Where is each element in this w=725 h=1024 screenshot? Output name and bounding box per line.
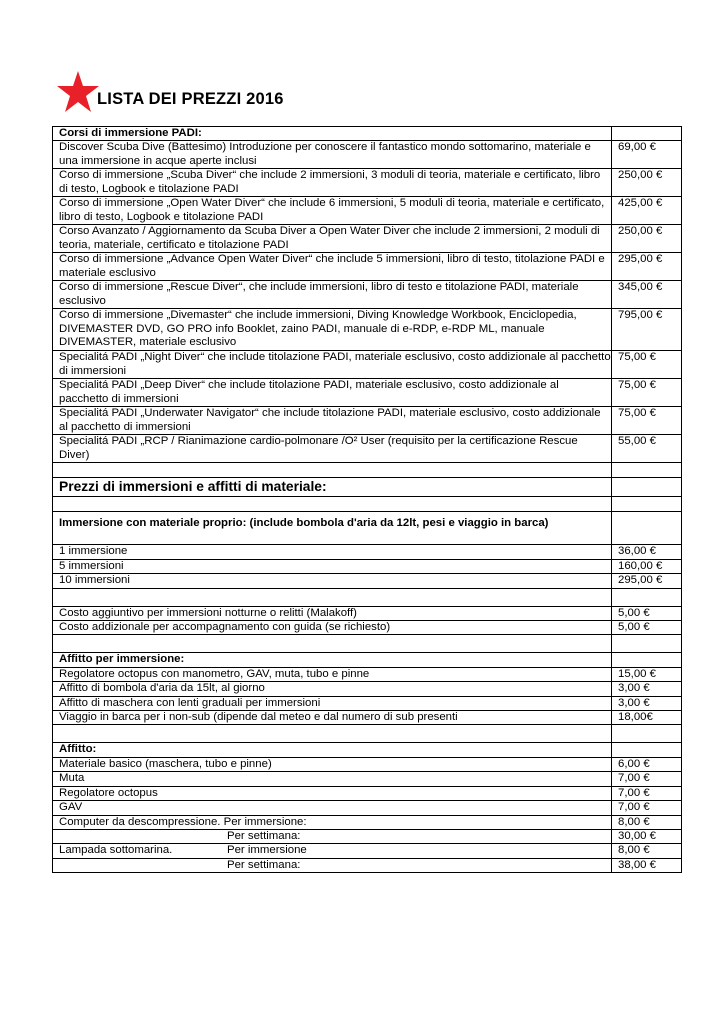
price-table xyxy=(52,126,682,873)
section-header-corsi: Corsi di immersione PADI: xyxy=(53,127,612,141)
table-row xyxy=(53,559,682,573)
table-row xyxy=(53,379,682,407)
table-row xyxy=(53,711,682,725)
item-desc: Costo aggiuntivo per immersioni notturne o relitti (Malakoff) xyxy=(53,606,612,620)
course-desc: Specialitá PADI „RCP / Rianimazione cardio-polmonare /O² User (requisito per la certificazione Rescue Diver) xyxy=(53,435,612,463)
table-row xyxy=(53,743,682,757)
course-desc: Corso di immersione „Advance Open Water Diver“ che include 5 immersioni, libro di testo, titolazione PADI e materiale esclusivo xyxy=(53,253,612,281)
course-price: 55,00 € xyxy=(612,435,682,463)
course-desc: Specialitá PADI „Underwater Navigator“ che include titolazione PADI, materiale esclusivo, costo addizionale al pacchetto di immersioni xyxy=(53,407,612,435)
item-desc: Muta xyxy=(53,772,612,786)
lampada-price: 8,00 € xyxy=(612,844,682,858)
section-header-prezzi: Prezzi di immersioni e affitti di materiale: xyxy=(53,478,612,497)
course-price: 75,00 € xyxy=(612,351,682,379)
table-row xyxy=(53,225,682,253)
lampada-week-price: 38,00 € xyxy=(612,858,682,872)
item-desc: 5 immersioni xyxy=(53,559,612,573)
course-price: 69,00 € xyxy=(612,141,682,169)
course-price: 250,00 € xyxy=(612,169,682,197)
table-row xyxy=(53,478,682,497)
item-price: 7,00 € xyxy=(612,801,682,815)
lampada-week-label: Per settimana: xyxy=(227,858,301,871)
lampada-per-label: Per immersione xyxy=(227,844,307,857)
item-price: 160,00 € xyxy=(612,559,682,573)
table-row xyxy=(53,786,682,800)
item-price: 3,00 € xyxy=(612,696,682,710)
table-row xyxy=(53,772,682,786)
table-row xyxy=(53,545,682,559)
item-desc: Costo addizionale per accompagnamento con guida (se richiesto) xyxy=(53,621,612,635)
table-row xyxy=(53,407,682,435)
empty-row xyxy=(53,635,682,653)
computer-week xyxy=(53,829,612,843)
lampada-name: Lampada sottomarina. xyxy=(59,844,173,857)
table-row xyxy=(53,512,682,545)
item-desc: Affitto di maschera con lenti graduali per immersioni xyxy=(53,696,612,710)
section-header-affitto-immersione: Affitto per immersione: xyxy=(53,653,612,667)
table-row xyxy=(53,309,682,351)
table-row xyxy=(53,574,682,588)
table-row xyxy=(53,757,682,771)
item-price: 3,00 € xyxy=(612,682,682,696)
item-desc: Regolatore octopus con manometro, GAV, muta, tubo e pinne xyxy=(53,667,612,681)
course-desc: Corso Avanzato / Aggiornamento da Scuba Diver a Open Water Diver che include 2 immersioni, 2 moduli di teoria, materiale, certificato e titolazione PADI xyxy=(53,225,612,253)
item-desc: Affitto di bombola d'aria da 15lt, al giorno xyxy=(53,682,612,696)
item-price: 5,00 € xyxy=(612,621,682,635)
table-row xyxy=(53,653,682,667)
course-desc: Corso di immersione „Divemaster“ che include immersioni, Diving Knowledge Workbook, Enciclopedia, DIVEMASTER DVD, GO PRO info Booklet, zaino PADI, manuale di e-RDP, e-RDP ML, manuale DIVEMASTER, materiale esclusivo xyxy=(53,309,612,351)
section-header-proprio: Immersione con materiale proprio: (include bombola d'aria da 12lt, pesi e viaggio in barca) xyxy=(53,512,612,545)
item-desc: 10 immersioni xyxy=(53,574,612,588)
table-row xyxy=(53,621,682,635)
page-title: LISTA DEI PREZZI 2016 xyxy=(97,90,284,108)
lampada-desc xyxy=(53,844,612,858)
red-star-icon xyxy=(56,70,100,114)
table-row xyxy=(53,667,682,681)
item-desc: Regolatore octopus xyxy=(53,786,612,800)
item-desc: Materiale basico (maschera, tubo e pinne) xyxy=(53,757,612,771)
table-row xyxy=(53,281,682,309)
table-row xyxy=(53,858,682,872)
course-desc: Discover Scuba Dive (Battesimo) Introduzione per conoscere il fantastico mondo sottomarino, materiale e una immersione in acque aperte inclusi xyxy=(53,141,612,169)
page-header xyxy=(56,70,456,114)
table-row xyxy=(53,815,682,829)
table-row xyxy=(53,606,682,620)
item-price: 15,00 € xyxy=(612,667,682,681)
empty-row xyxy=(53,588,682,606)
computer-price: 8,00 € xyxy=(612,815,682,829)
table-row xyxy=(53,197,682,225)
computer-week-label: Per settimana: xyxy=(227,829,301,842)
course-desc: Corso di immersione „Scuba Diver“ che include 2 immersioni, 3 moduli di teoria, materiale e certificato, libro di testo, Logbook e titolazione PADI xyxy=(53,169,612,197)
course-desc: Corso di immersione „Rescue Diver“, che include immersioni, libro di testo e titolazione PADI, materiale esclusivo xyxy=(53,281,612,309)
table-row xyxy=(53,169,682,197)
item-price: 36,00 € xyxy=(612,545,682,559)
table-row xyxy=(53,801,682,815)
table-row xyxy=(53,351,682,379)
table-row xyxy=(53,141,682,169)
course-price: 425,00 € xyxy=(612,197,682,225)
table-row xyxy=(53,127,682,141)
empty-row xyxy=(53,463,682,478)
item-price: 18,00€ xyxy=(612,711,682,725)
course-price: 795,00 € xyxy=(612,309,682,351)
course-desc: Corso di immersione „Open Water Diver“ che include 6 immersioni, 5 moduli di teoria, materiale e certificato, libro di testo, Logbook e titolazione PADI xyxy=(53,197,612,225)
item-price: 5,00 € xyxy=(612,606,682,620)
course-price: 295,00 € xyxy=(612,253,682,281)
lampada-week xyxy=(53,858,612,872)
table-row xyxy=(53,829,682,843)
section-header-affitto: Affitto: xyxy=(53,743,612,757)
empty-row xyxy=(53,497,682,512)
course-desc: Specialitá PADI „Deep Diver“ che include titolazione PADI, materiale esclusivo, costo addizionale al pacchetto di immersioni xyxy=(53,379,612,407)
table-row xyxy=(53,253,682,281)
table-row xyxy=(53,435,682,463)
item-price: 6,00 € xyxy=(612,757,682,771)
item-price: 7,00 € xyxy=(612,786,682,800)
table-row xyxy=(53,696,682,710)
course-price: 75,00 € xyxy=(612,379,682,407)
computer-week-price: 30,00 € xyxy=(612,829,682,843)
item-price: 7,00 € xyxy=(612,772,682,786)
course-price: 75,00 € xyxy=(612,407,682,435)
computer-desc: Computer da descompressione. Per immersione: xyxy=(53,815,612,829)
table-row xyxy=(53,844,682,858)
item-desc: GAV xyxy=(53,801,612,815)
empty-row xyxy=(53,725,682,743)
course-desc: Specialitá PADI „Night Diver“ che include titolazione PADI, materiale esclusivo, costo addizionale al pacchetto di immersioni xyxy=(53,351,612,379)
course-price: 345,00 € xyxy=(612,281,682,309)
table-row xyxy=(53,682,682,696)
course-price: 250,00 € xyxy=(612,225,682,253)
item-desc: 1 immersione xyxy=(53,545,612,559)
item-desc: Viaggio in barca per i non-sub (dipende dal meteo e dal numero di sub presenti xyxy=(53,711,612,725)
item-price: 295,00 € xyxy=(612,574,682,588)
